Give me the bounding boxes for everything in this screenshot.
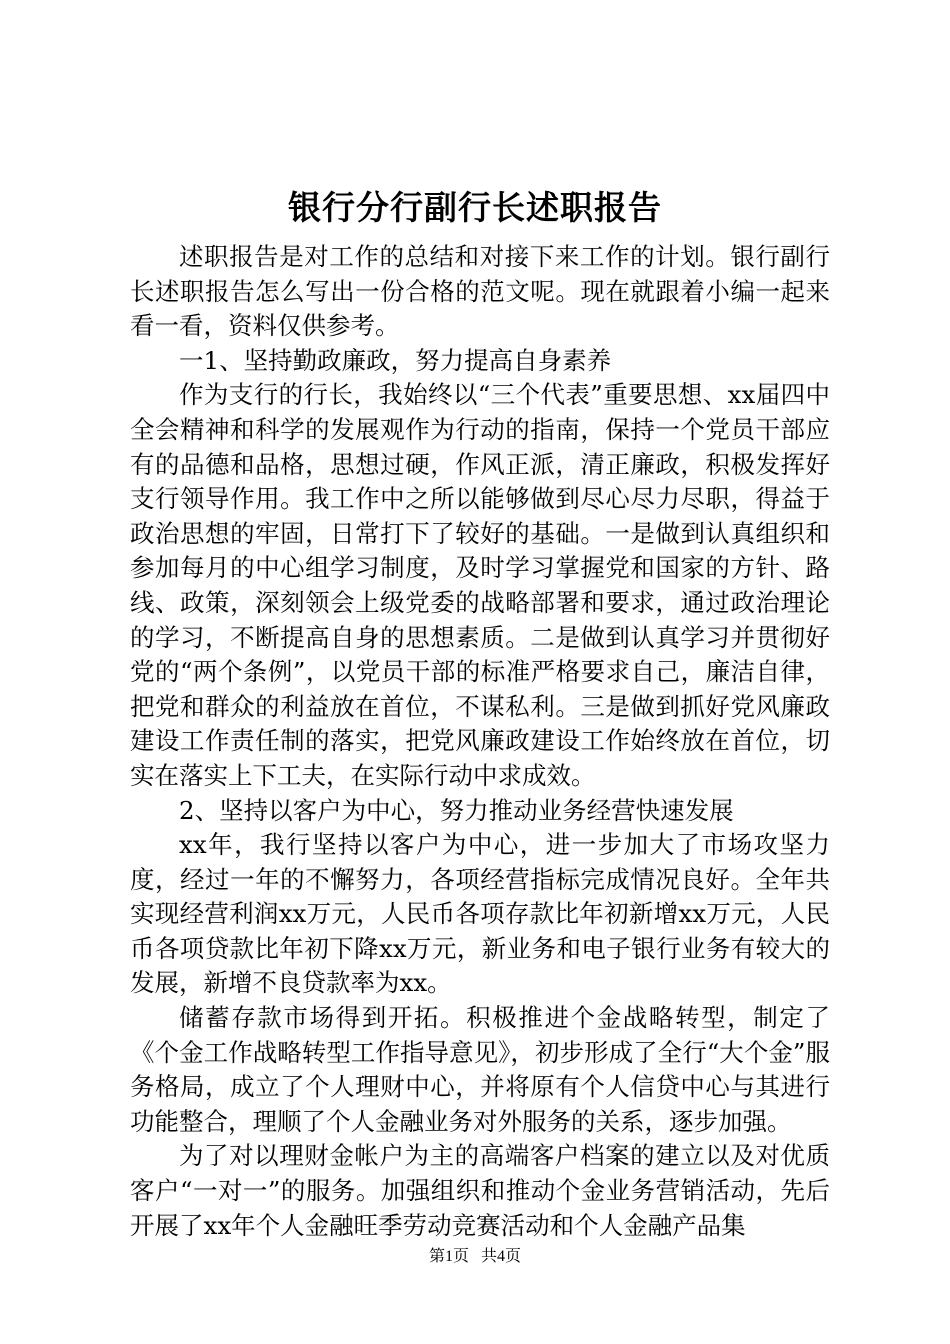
page-total: 共4页 — [481, 1248, 522, 1265]
paragraph-high-end-clients: 为了对以理财金帐户为主的高端客户档案的建立以及对优质客户“一对一”的服务。加强组织和推动个金业务营销活动，先后开展了xx年个人金融旺季劳动竞赛活动和个人金融产品集 — [130, 1141, 830, 1240]
document-title: 银行分行副行长述职报告 — [288, 188, 662, 227]
paragraph-savings: 储蓄存款市场得到开拓。积极推进个金战略转型，制定了《个金工作战略转型工作指导意见》，初步形成了全行“大个金”服务格局，成立了个人理财中心，并将原有个人信贷中心与其进行功能整合，理顺了个人金融业务对外服务的关系，逐步加强。 — [130, 1003, 830, 1136]
page-number: 第1页 — [428, 1248, 469, 1265]
document-body — [130, 240, 830, 1243]
section-heading-1: 一1、坚持勤政廉政，努力提高自身素养 — [179, 345, 612, 375]
paragraph-section-2: xx年，我行坚持以客户为中心，进一步加大了市场攻坚力度，经过一年的不懈努力，各项经营指标完成情况良好。全年共实现经营利润xx万元，人民币各项存款比年初新增xx万元，人民币各项贷款比年初下降xx万元，新业务和电子银行业务有较大的发展，新增不良贷款率为xx。 — [130, 830, 830, 998]
section-heading-2: 2、坚持以客户为中心，努力推动业务经营快速发展 — [179, 795, 734, 825]
paragraph-section-1: 作为支行的行长，我始终以“三个代表”重要思想、xx届四中全会精神和科学的发展观作为行动的指南，保持一个党员干部应有的品德和品格，思想过硬，作风正派，清正廉政，积极发挥好支行领导作用。我工作中之所以能够做到尽心尽力尽职，得益于政治思想的牢固，日常打下了较好的基础。一是做到认真组织和参加每月的中心组学习制度，及时学习掌握党和国家的方针、路线、政策，深刻领会上级党委的战略部署和要求，通过政治理论的学习，不断提高自身的思想素质。二是做到认真学习并贯彻好党的“两个条例”，以党员干部的标准严格要求自己，廉洁自律，把党和群众的利益放在首位，不谋私利。三是做到抓好党风廉政建设工作责任制的落实，把党风廉政建设工作始终放在首位，切实在落实上下工夫，在实际行动中求成效。 — [130, 380, 830, 790]
page-footer — [0, 1243, 950, 1266]
paragraph-intro: 述职报告是对工作的总结和对接下来工作的计划。银行副行长述职报告怎么写出一份合格的范文呢。现在就跟着小编一起来看一看，资料仅供参考。 — [130, 242, 830, 341]
